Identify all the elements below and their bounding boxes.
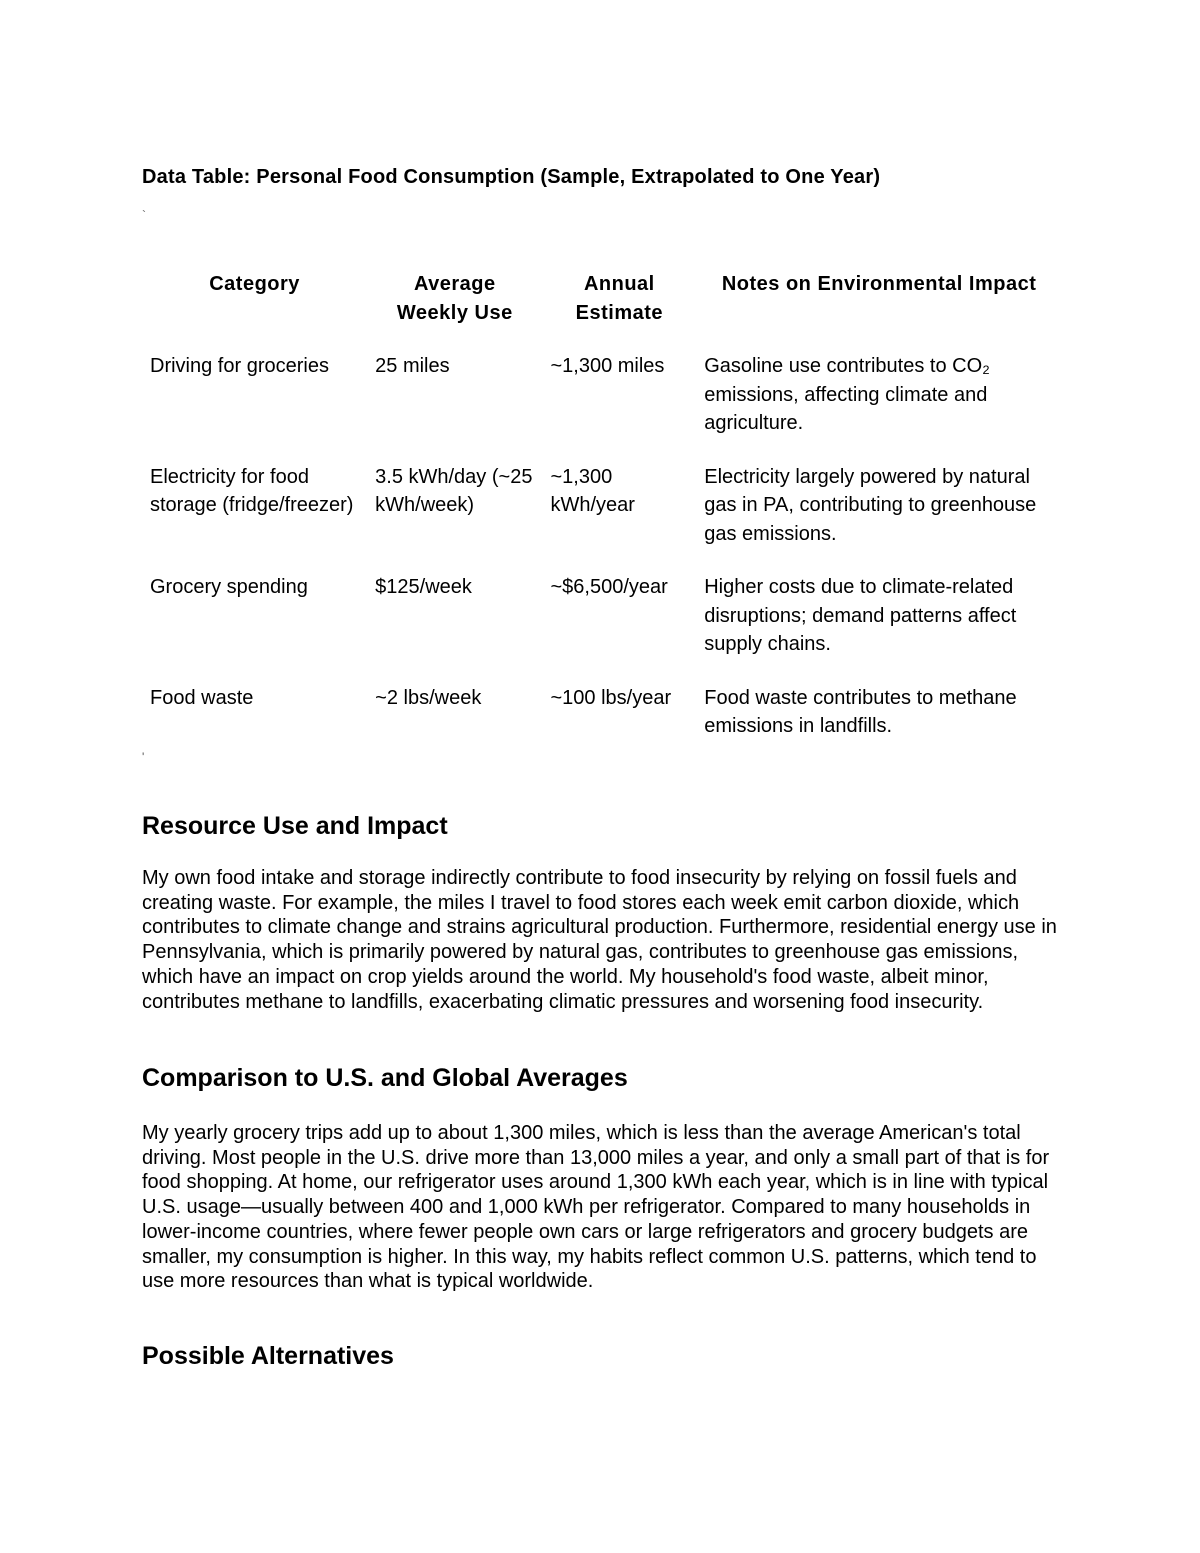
cell-notes: Electricity largely powered by natural gas in PA, contributing to greenhouse gas emissions. [704,465,1037,545]
cell-category: Food waste [150,686,254,709]
cell-annual: ~100 lbs/year [550,686,672,709]
header-notes: Notes on Environmental Impact [721,273,1037,295]
table-header-row [142,268,1062,352]
cell-notes: Gasoline use contributes to CO₂ emissions, affecting climate and agriculture. [704,355,990,434]
cell-weekly: 25 miles [375,355,450,377]
table-row [142,352,1062,463]
cell-weekly: ~2 lbs/week [375,686,482,709]
cell-annual: ~1,300 kWh/year [550,465,635,516]
stray-mark: ` [142,208,146,222]
header-category: Category [209,273,300,295]
cell-category: Driving for groceries [150,355,329,377]
cell-notes: Higher costs due to climate-related disruptions; demand patterns affect supply chains. [704,576,1017,655]
header-weekly-use: Average Weekly Use [396,273,513,324]
cell-weekly: 3.5 kWh/day (~25 kWh/week) [375,465,533,516]
header-annual-estimate: Annual Estimate [575,273,664,324]
cell-category: Grocery spending [150,576,308,598]
section-heading-resource-use: Resource Use and Impact [142,812,448,840]
section-body-resource-use: My own food intake and storage indirectly contribute to food insecurity by relying on fossil fuels and creating waste. For example, the miles I travel to food stores each week emit carbon dioxide, which contributes to climate change and strains agricultural production. Furthermore, residential energy use in Pennsylvania, which is primarily powered by natural gas, contributes to greenhouse gas emissions, which have an impact on crop yields around the world. My household's food waste, albeit minor, contributes methane to landfills, exacerbating climatic pressures and worsening food insecurity. [142,867,1057,1013]
section-heading-alternatives: Possible Alternatives [142,1342,394,1370]
consumption-table [142,268,1062,766]
table-row [142,684,1062,766]
table-row [142,463,1062,574]
cell-category: Electricity for food storage (fridge/freezer) [150,465,354,516]
table-title: Data Table: Personal Food Consumption (Sample, Extrapolated to One Year) [142,166,881,188]
cell-weekly: $125/week [375,576,472,598]
section-heading-comparison: Comparison to U.S. and Global Averages [142,1064,628,1092]
stray-mark: ' [142,750,145,764]
section-body-comparison: My yearly grocery trips add up to about 1,300 miles, which is less than the average American's total driving. Most people in the U.S. drive more than 13,000 miles a year, and only a small part of that is for food shopping. At home, our refrigerator uses around 1,300 kWh each year, which is in line with typical U.S. usage—usually between 400 and 1,000 kWh per refrigerator. Compared to many households in lower-income countries, where fewer people own cars or large refrigerators and grocery budgets are smaller, my consumption is higher. In this way, my habits reflect common U.S. patterns, which tend to use more resources than what is typical worldwide. [142,1122,1050,1293]
table-row [142,573,1062,684]
cell-notes: Food waste contributes to methane emissions in landfills. [704,686,1017,737]
cell-annual: ~$6,500/year [550,576,668,598]
cell-annual: ~1,300 miles [550,355,665,377]
